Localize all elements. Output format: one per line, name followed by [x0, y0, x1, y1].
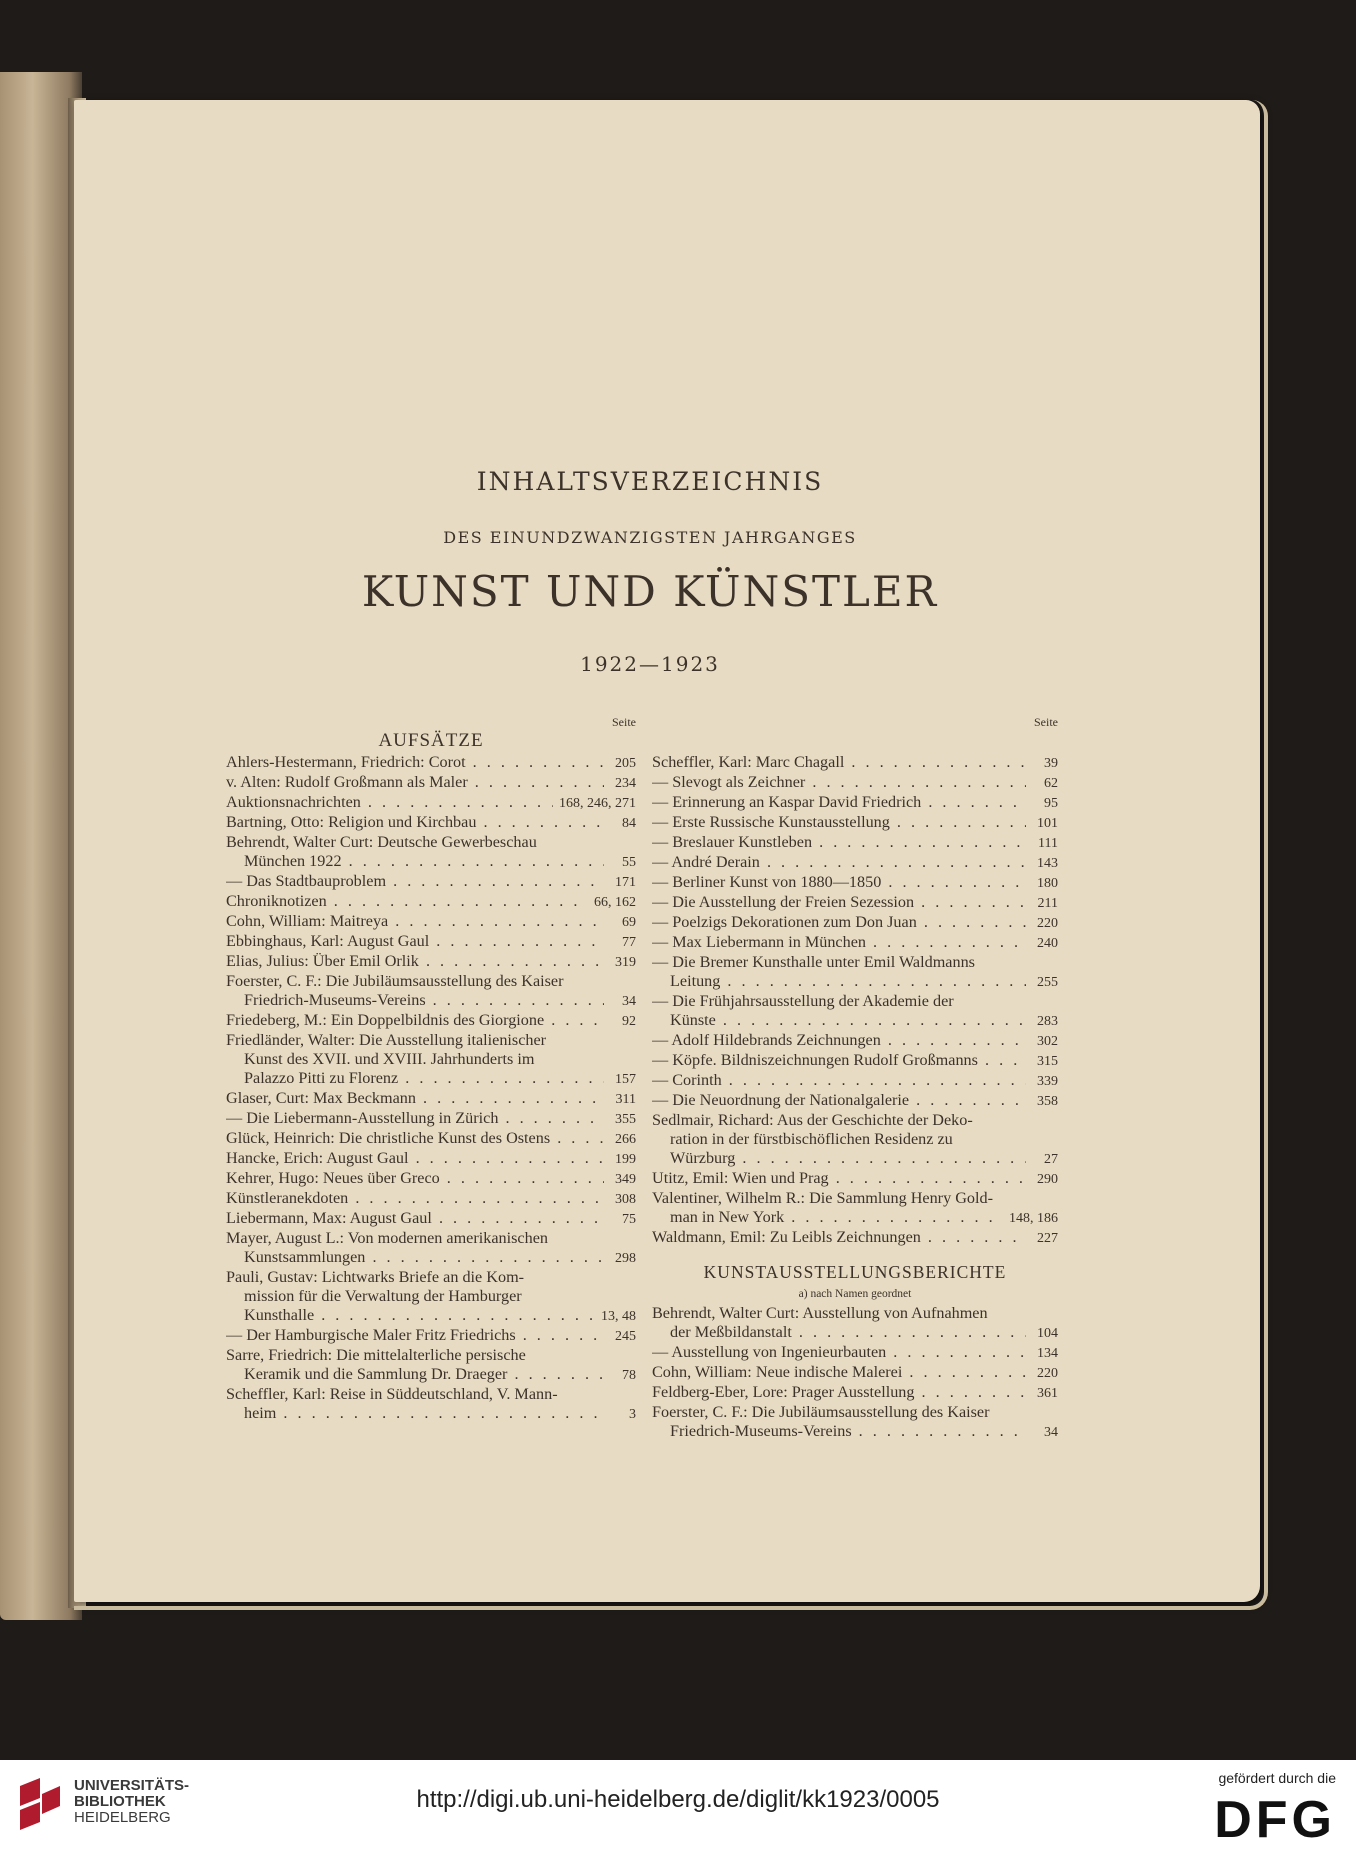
toc-entry-list: [652, 1304, 1058, 1442]
toc-entry: [652, 1051, 1058, 1071]
toc-entry-page: 134: [1037, 1346, 1058, 1361]
toc-entry: [652, 773, 1058, 793]
toc-entry-page: 148, 186: [1009, 1211, 1058, 1226]
toc-entry: [652, 753, 1058, 773]
toc-entry-text: — Die Neuordnung der Nationalgalerie . . .: [652, 1091, 1026, 1110]
toc-entry: [226, 991, 636, 1011]
toc-entry: [652, 992, 1058, 1011]
toc-entry-text: mission für die Verwaltung der Hamburger: [244, 1287, 522, 1305]
toc-entry: [652, 1323, 1058, 1343]
toc-entry: [652, 972, 1058, 992]
toc-entry-text: — Slevogt als Zeichner . . .: [652, 773, 1026, 792]
section-heading-kunstausstellungsberichte: KUNSTAUSSTELLUNGSBERICHTE: [703, 1262, 1007, 1282]
funding-note: gefördert durch die: [1218, 1770, 1336, 1786]
library-name-line: HEIDELBERG: [74, 1809, 171, 1826]
toc-entry-text: Bartning, Otto: Religion und Kirchbau . . .: [226, 813, 604, 832]
seite-label: Seite: [612, 715, 636, 729]
toc-entry-text: Auktionsnachrichten . . .: [226, 793, 553, 812]
toc-entry: [652, 953, 1058, 972]
toc-entry-page: 143: [1037, 856, 1058, 871]
toc-entry: [226, 1287, 636, 1306]
toc-entry: [652, 1189, 1058, 1208]
toc-entry-text: — Berliner Kunst von 1880—1850 . . .: [652, 873, 1026, 892]
toc-entry-text: Friedländer, Walter: Die Ausstellung italienischer: [226, 1031, 547, 1049]
toc-entry-text: Valentiner, Wilhelm R.: Die Sammlung Henry Gold-: [652, 1189, 993, 1207]
toc-entry-page: 355: [615, 1112, 636, 1127]
toc-entry: [226, 1069, 636, 1089]
toc-entry: [226, 1169, 636, 1189]
dfg-logo: DFG: [1214, 1791, 1336, 1849]
toc-entry-page: 315: [1037, 1054, 1058, 1069]
toc-entry-text: Künstleranekdoten . . .: [226, 1189, 604, 1208]
toc-entry: [652, 1071, 1058, 1091]
toc-entry-text: — Corinth . . .: [652, 1071, 1026, 1090]
toc-entry-text: Sarre, Friedrich: Die mittelalterliche persische: [226, 1346, 526, 1364]
toc-entry-text: Kehrer, Hugo: Neues über Greco . . .: [226, 1169, 604, 1188]
toc-entry-page: 75: [622, 1212, 636, 1227]
toc-entry-text: Hancke, Erich: August Gaul . . .: [226, 1149, 604, 1168]
toc-entry-page: 298: [615, 1251, 636, 1266]
section-subheading: a) nach Namen geordnet: [798, 1288, 912, 1300]
toc-entry-text: — Das Stadtbauproblem . . .: [226, 872, 604, 891]
toc-column-left: [226, 715, 636, 1424]
toc-entry-page: 349: [615, 1172, 636, 1187]
toc-entry: [652, 1228, 1058, 1248]
section-heading-aufsaetze: AUFSÄTZE: [378, 730, 484, 751]
toc-entry-page: 311: [615, 1092, 636, 1107]
toc-entry: [226, 773, 636, 793]
toc-entry: [226, 1189, 636, 1209]
toc-entry: [226, 1268, 636, 1287]
toc-entry-text: heim . . .: [244, 1404, 604, 1423]
toc-entry: [226, 1229, 636, 1248]
toc-entry: [652, 873, 1058, 893]
toc-entry: [652, 1383, 1058, 1403]
toc-entry-text: — Erste Russische Kunstausstellung . . .: [652, 813, 1026, 832]
toc-entry: [226, 833, 636, 852]
toc-entry-page: 104: [1037, 1326, 1058, 1341]
toc-entry-page: 69: [622, 915, 636, 930]
toc-entry-page: 205: [615, 756, 636, 771]
toc-entry-text: Feldberg-Eber, Lore: Prager Ausstellung . . .: [652, 1383, 1026, 1402]
toc-entry: [226, 1089, 636, 1109]
toc-entry: [652, 813, 1058, 833]
toc-entry-page: 95: [1044, 796, 1058, 811]
toc-entry: [652, 1304, 1058, 1323]
toc-entry: [226, 1129, 636, 1149]
toc-entry-page: 302: [1037, 1034, 1058, 1049]
toc-entry-text: Kunst des XVII. und XVIII. Jahrhunderts im: [244, 1050, 535, 1068]
toc-entry: [226, 1346, 636, 1365]
toc-entry-text: Behrendt, Walter Curt: Ausstellung von Aufnahmen: [652, 1304, 988, 1322]
toc-entry-text: München 1922 . . .: [244, 852, 604, 871]
toc-entry-text: Ahlers-Hestermann, Friedrich: Corot . . .: [226, 753, 604, 772]
toc-entry-text: Künste . . .: [670, 1011, 1026, 1030]
volume-years: 1922—1923: [580, 652, 720, 676]
toc-entry-text: — Max Liebermann in München . . .: [652, 933, 1026, 952]
toc-entry-text: Chroniknotizen . . .: [226, 892, 588, 911]
toc-entry-page: 111: [1038, 836, 1058, 851]
toc-entry: [226, 912, 636, 932]
toc-entry: [652, 913, 1058, 933]
toc-entry-text: — Poelzigs Dekorationen zum Don Juan . . .: [652, 913, 1026, 932]
toc-entry: [226, 1011, 636, 1031]
toc-entry-text: — Die Frühjahrsausstellung der Akademie der: [652, 992, 954, 1010]
toc-entry-text: Foerster, C. F.: Die Jubiläumsausstellung des Kaiser: [226, 972, 564, 990]
toc-entry-text: Sedlmair, Richard: Aus der Geschichte der Deko-: [652, 1111, 973, 1129]
toc-entry-text: Palazzo Pitti zu Florenz . . .: [244, 1069, 604, 1088]
toc-entry: [652, 1111, 1058, 1130]
library-name-line: BIBLIOTHEK: [74, 1793, 166, 1810]
permalink-url[interactable]: http://digi.ub.uni-heidelberg.de/diglit/kk1923/0005: [416, 1786, 940, 1813]
toc-entry-page: 180: [1037, 876, 1058, 891]
toc-entry: [652, 1422, 1058, 1442]
toc-entry: [226, 952, 636, 972]
toc-entry: [652, 1031, 1058, 1051]
toc-entry-page: 308: [615, 1192, 636, 1207]
toc-entry: [652, 1363, 1058, 1383]
toc-entry: [652, 1208, 1058, 1228]
toc-entry: [226, 1404, 636, 1424]
toc-entry-text: ration in der fürstbischöflichen Residenz zu: [670, 1130, 953, 1148]
toc-entry-text: — Adolf Hildebrands Zeichnungen . . .: [652, 1031, 1026, 1050]
toc-entry-page: 62: [1044, 776, 1058, 791]
toc-entry-page: 283: [1037, 1014, 1058, 1029]
toc-entry: [652, 1130, 1058, 1149]
toc-entry-page: 27: [1044, 1152, 1058, 1167]
toc-entry-text: Liebermann, Max: August Gaul . . .: [226, 1209, 604, 1228]
library-name-line: UNIVERSITÄTS-: [74, 1777, 190, 1794]
toc-entry-text: Ebbinghaus, Karl: August Gaul . . .: [226, 932, 604, 951]
toc-entry-text: — Breslauer Kunstleben . . .: [652, 833, 1026, 852]
toc-entry-page: 220: [1037, 916, 1058, 931]
toc-entry: [226, 1365, 636, 1385]
toc-entry-page: 157: [615, 1072, 636, 1087]
toc-entry-page: 220: [1037, 1366, 1058, 1381]
toc-entry-text: Elias, Julius: Über Emil Orlik . . .: [226, 952, 604, 971]
toc-entry-text: v. Alten: Rudolf Großmann als Maler . . .: [226, 773, 604, 792]
toc-entry-text: Behrendt, Walter Curt: Deutsche Gewerbeschau: [226, 833, 537, 851]
toc-entry: [652, 1149, 1058, 1169]
toc-entry-text: Scheffler, Karl: Reise in Süddeutschland, V. Mann-: [226, 1385, 558, 1403]
toc-entry-page: 13, 48: [601, 1309, 636, 1324]
toc-entry-page: 245: [615, 1329, 636, 1344]
toc-entry-page: 240: [1037, 936, 1058, 951]
toc-entry-text: Friedeberg, M.: Ein Doppelbildnis des Giorgione . . .: [226, 1011, 604, 1030]
toc-entry: [652, 853, 1058, 873]
toc-entry-page: 211: [1037, 896, 1058, 911]
toc-entry: [652, 1169, 1058, 1189]
toc-entry-page: 92: [622, 1014, 636, 1029]
toc-entry-page: 319: [615, 955, 636, 970]
toc-entry-page: 339: [1037, 1074, 1058, 1089]
toc-entry-text: Kunstsammlungen . . .: [244, 1248, 604, 1267]
toc-entry-text: — André Derain . . .: [652, 853, 1026, 872]
toc-entry-page: 199: [615, 1152, 636, 1167]
toc-entry: [226, 1306, 636, 1326]
toc-entry-text: Scheffler, Karl: Marc Chagall . . .: [652, 753, 1026, 772]
toc-entry-page: 66, 162: [594, 895, 636, 910]
toc-entry-text: — Erinnerung an Kaspar David Friedrich . . .: [652, 793, 1026, 812]
toc-entry: [226, 1326, 636, 1346]
toc-entry: [226, 872, 636, 892]
toc-entry: [226, 972, 636, 991]
toc-entry: [652, 793, 1058, 813]
toc-entry-text: — Die Liebermann-Ausstellung in Zürich . . .: [226, 1109, 604, 1128]
toc-entry: [226, 793, 636, 813]
toc-entry-page: 77: [622, 935, 636, 950]
toc-entry-page: 234: [615, 776, 636, 791]
toc-entry-text: — Ausstellung von Ingenieurbauten . . .: [652, 1343, 1026, 1362]
toc-entry-page: 290: [1037, 1172, 1058, 1187]
toc-entry: [226, 1031, 636, 1050]
toc-entry: [226, 753, 636, 773]
toc-entry: [226, 852, 636, 872]
toc-entry: [226, 1109, 636, 1129]
seite-label: Seite: [1034, 715, 1058, 729]
toc-entry-text: Cohn, William: Maitreya . . .: [226, 912, 604, 931]
toc-entry-page: 101: [1037, 816, 1058, 831]
toc-entry: [652, 1011, 1058, 1031]
toc-entry-page: 39: [1044, 756, 1058, 771]
toc-entry-text: Waldmann, Emil: Zu Leibls Zeichnungen . . .: [652, 1228, 1026, 1247]
toc-column-right: [652, 715, 1058, 1442]
toc-entry: [226, 1385, 636, 1404]
toc-entry-text: — Die Bremer Kunsthalle unter Emil Waldmanns: [652, 953, 975, 971]
toc-title: INHALTSVERZEICHNIS: [476, 467, 824, 496]
toc-entry-page: 171: [615, 875, 636, 890]
journal-title: KUNST UND KÜNSTLER: [361, 567, 939, 616]
toc-entry-page: 34: [1044, 1425, 1058, 1440]
toc-entry-text: — Köpfe. Bildniszeichnungen Rudolf Großmanns . . .: [652, 1051, 1026, 1070]
toc-entry-text: Pauli, Gustav: Lichtwarks Briefe an die Kom-: [226, 1268, 525, 1286]
toc-entry-page: 361: [1037, 1386, 1058, 1401]
toc-entry: [652, 893, 1058, 913]
toc-entry-page: 78: [622, 1368, 636, 1383]
toc-entry-page: 358: [1037, 1094, 1058, 1109]
toc-entry: [226, 813, 636, 833]
toc-entry-page: 34: [622, 994, 636, 1009]
toc-entry-page: 266: [615, 1132, 636, 1147]
toc-entry: [652, 1343, 1058, 1363]
toc-entry-text: Cohn, William: Neue indische Malerei . . .: [652, 1363, 1026, 1382]
toc-entry-text: Mayer, August L.: Von modernen amerikanischen: [226, 1229, 548, 1247]
toc-subtitle: DES EINUNDZWANZIGSTEN JAHRGANGES: [443, 528, 857, 547]
toc-entry-page: 84: [622, 816, 636, 831]
toc-entry-text: Friedrich-Museums-Vereins . . .: [670, 1422, 1026, 1441]
toc-entry-text: Glaser, Curt: Max Beckmann . . .: [226, 1089, 604, 1108]
toc-entry-page: 227: [1037, 1231, 1058, 1246]
toc-entry-text: Glück, Heinrich: Die christliche Kunst des Ostens . . .: [226, 1129, 604, 1148]
toc-entry-list: [652, 753, 1058, 1248]
toc-entry: [652, 833, 1058, 853]
toc-entry-text: Friedrich-Museums-Vereins . . .: [244, 991, 604, 1010]
toc-entry: [226, 1209, 636, 1229]
toc-entry: [652, 1091, 1058, 1111]
toc-entry-page: 55: [622, 855, 636, 870]
toc-entry-text: — Die Ausstellung der Freien Sezession . . .: [652, 893, 1026, 912]
toc-entry-text: Leitung . . .: [670, 972, 1026, 991]
toc-entry-list: [226, 753, 636, 1424]
toc-entry-text: Keramik und die Sammlung Dr. Draeger . . .: [244, 1365, 604, 1384]
toc-entry-text: man in New York . . .: [670, 1208, 1003, 1227]
toc-entry: [226, 1149, 636, 1169]
toc-entry-text: Würzburg . . .: [670, 1149, 1026, 1168]
viewer-footer: [0, 1760, 1356, 1857]
toc-entry-text: der Meßbildanstalt . . .: [670, 1323, 1026, 1342]
toc-entry-text: Kunsthalle . . .: [244, 1306, 595, 1325]
toc-entry-text: Foerster, C. F.: Die Jubiläumsausstellung des Kaiser: [652, 1403, 990, 1421]
toc-entry: [652, 933, 1058, 953]
toc-entry-page: 255: [1037, 975, 1058, 990]
toc-entry: [226, 1248, 636, 1268]
toc-entry-text: — Der Hamburgische Maler Fritz Friedrichs . . .: [226, 1326, 604, 1345]
toc-entry-page: 3: [629, 1407, 636, 1422]
toc-entry: [652, 1403, 1058, 1422]
toc-entry: [226, 892, 636, 912]
toc-entry: [226, 932, 636, 952]
toc-entry-page: 168, 246, 271: [559, 796, 636, 811]
toc-entry: [226, 1050, 636, 1069]
toc-entry-text: Utitz, Emil: Wien und Prag . . .: [652, 1169, 1026, 1188]
